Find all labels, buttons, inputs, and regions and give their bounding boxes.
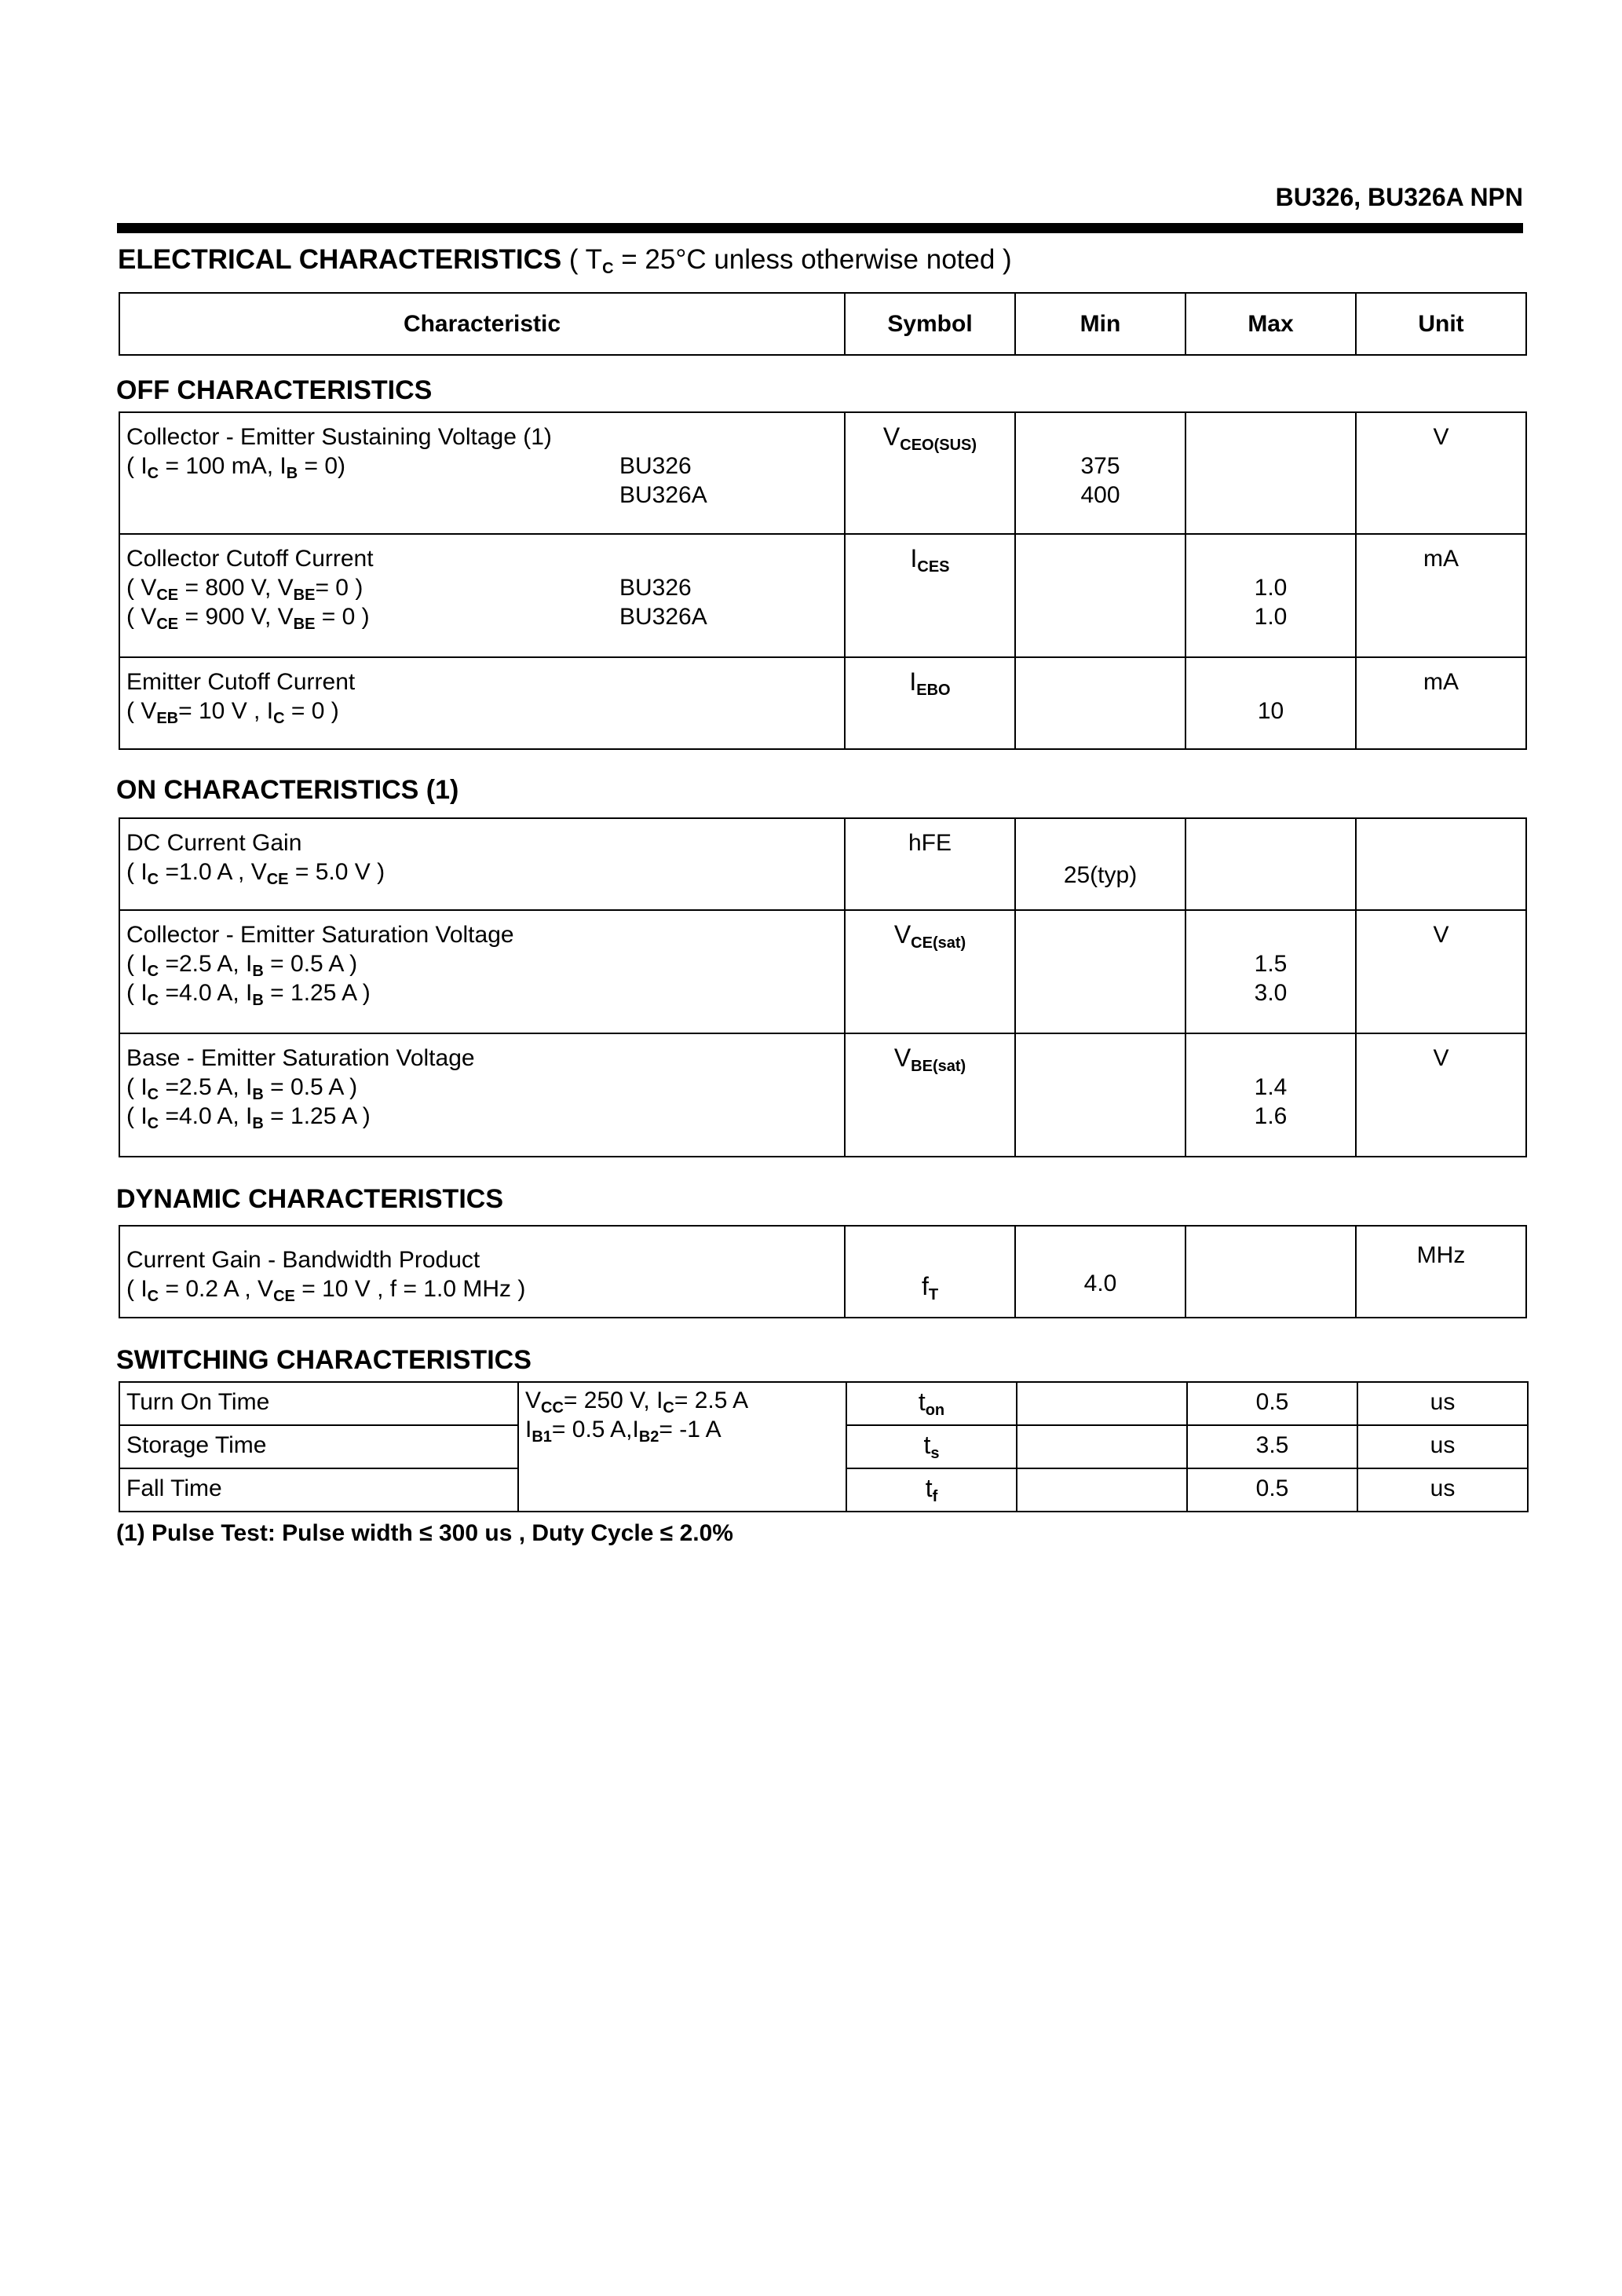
ices-symbol: $I_{CES}$ [910,544,950,576]
iebo-unit: mA [1423,669,1459,695]
ices-unit: mA [1423,546,1459,572]
column-header-table [119,292,1527,356]
hfe-min: 25(typ) [1063,862,1138,888]
iebo-symbol: $I_{EBO}$ [909,667,951,699]
ft-unit: MHz [1416,1242,1466,1268]
vbesat-condition-1: ( $I_C =2.5$ A, $I_B = 0.5$ A ) [126,1074,358,1103]
vbesat-label: Base - Emitter Saturation Voltage [126,1045,475,1071]
fall-symbol: $t_f$ [925,1474,938,1505]
hfe-condition: ( $I_C =1.0$ A , $V_{CE} = 5.0$ V ) [126,859,385,888]
vceo-min-2: 400 [1080,482,1120,508]
dynamic-characteristics-table [119,1225,1527,1318]
table-row-ices [119,534,1526,657]
ices-device-1: BU326 [619,575,692,601]
turn-on-unit: us [1430,1389,1456,1415]
vcesat-label: Collector - Emitter Saturation Voltage [126,922,514,948]
off-characteristics-heading: OFF CHARACTERISTICS [116,375,433,405]
storage-max: 3.5 [1255,1432,1289,1458]
vcesat-condition-1: ( $I_C =2.5$ A, $I_B = 0.5$ A ) [126,951,358,980]
vbesat-unit: V [1433,1045,1449,1071]
ft-min: 4.0 [1083,1270,1117,1296]
table-row-vcesat [119,910,1526,1033]
vcesat-condition-2: ( $I_C =4.0$ A, $I_B = 1.25$ A ) [126,980,371,1009]
vceo-unit: V [1433,424,1449,450]
iebo-label: Emitter Cutoff Current [126,669,356,695]
vceo-symbol: $V_{CEO(SUS)}$ [882,422,977,454]
on-characteristics-table [119,817,1527,1157]
page-title: ELECTRICAL CHARACTERISTICS ( $T_C = 25^\circ C$ unless otherwise noted ) [118,244,1012,277]
table-row-turn-on [119,1382,1528,1425]
ices-device-2: BU326A [619,604,707,630]
turn-on-symbol: $t_{on}$ [918,1387,945,1419]
storage-symbol: $t_s$ [923,1431,940,1462]
switching-condition-1: $V_{CC}= 250$ V, $I_C= 2.5$ A [525,1387,749,1417]
table-row-vbesat [119,1033,1526,1157]
table-row-vceo [119,412,1526,534]
hfe-symbol: hFE [908,830,952,856]
vceo-label: Collector - Emitter Sustaining Voltage (1) [126,424,552,450]
fall-max: 0.5 [1255,1475,1289,1501]
ft-symbol: $f_T$ [921,1272,939,1303]
switching-characteristics-heading: SWITCHING CHARACTERISTICS [116,1345,532,1375]
fall-label: Fall Time [126,1475,222,1501]
switching-condition-2: $I_{B1}= 0.5$ $A,I_{B2}= -1$ A [525,1417,721,1446]
ices-condition-2: ( $V_{CE} = 900$ V, $V_{BE} = 0$ ) [126,604,370,633]
vceo-device-1: BU326 [619,453,692,479]
header-symbol: Symbol [845,293,1015,355]
fall-unit: us [1430,1475,1456,1501]
storage-unit: us [1430,1432,1456,1458]
vbesat-condition-2: ( $I_C =4.0$ A, $I_B = 1.25$ A ) [126,1103,371,1132]
ft-label: Current Gain - Bandwidth Product [126,1247,480,1273]
turn-on-label: Turn On Time [126,1389,270,1415]
header-min: Min [1015,293,1185,355]
vceo-condition: ( $I_C = 100$ mA, $I_B = 0$) [126,453,346,482]
ices-condition-1: ( $V_{CE} = 800$ V, $V_{BE}= 0$ ) [126,575,363,604]
header-unit: Unit [1356,293,1526,355]
vcesat-max-1: 1.5 [1254,951,1288,977]
part-number: BU326, BU326A NPN [1275,183,1523,211]
switching-characteristics-table [119,1381,1529,1512]
vbesat-max-2: 1.6 [1254,1103,1288,1129]
off-characteristics-table [119,411,1527,750]
vcesat-unit: V [1433,922,1449,948]
vbesat-max-1: 1.4 [1254,1074,1288,1100]
hfe-label: DC Current Gain [126,830,302,856]
ices-max-2: 1.0 [1254,604,1288,630]
iebo-condition: ( $V_{EB}= 10$ V , $I_C = 0$ ) [126,698,339,727]
table-row-iebo [119,657,1526,749]
dynamic-characteristics-heading: DYNAMIC CHARACTERISTICS [116,1184,503,1214]
footnote: (1) Pulse Test: Pulse width ≤ 300 us , Duty Cycle ≤ 2.0% [116,1520,733,1546]
header-characteristic: Characteristic [119,293,845,355]
ices-max-1: 1.0 [1254,575,1288,601]
turn-on-max: 0.5 [1255,1389,1289,1415]
vceo-min-1: 375 [1080,453,1120,479]
header-rule [117,223,1523,233]
iebo-max: 10 [1257,698,1284,724]
vcesat-symbol: $V_{CE(sat)}$ [893,920,966,952]
storage-label: Storage Time [126,1432,267,1458]
ices-label: Collector Cutoff Current [126,546,374,572]
vbesat-symbol: $V_{BE(sat)}$ [893,1044,966,1075]
header-max: Max [1185,293,1356,355]
vceo-device-2: BU326A [619,482,707,508]
table-row-ft [119,1226,1526,1318]
table-row-hfe [119,818,1526,910]
ft-condition: ( $I_C = 0.2$ A , $V_{CE} = 10$ V , f = 1.0 MHz ) [126,1276,526,1305]
vcesat-max-2: 3.0 [1254,980,1288,1006]
on-characteristics-heading: ON CHARACTERISTICS (1) [116,775,459,805]
